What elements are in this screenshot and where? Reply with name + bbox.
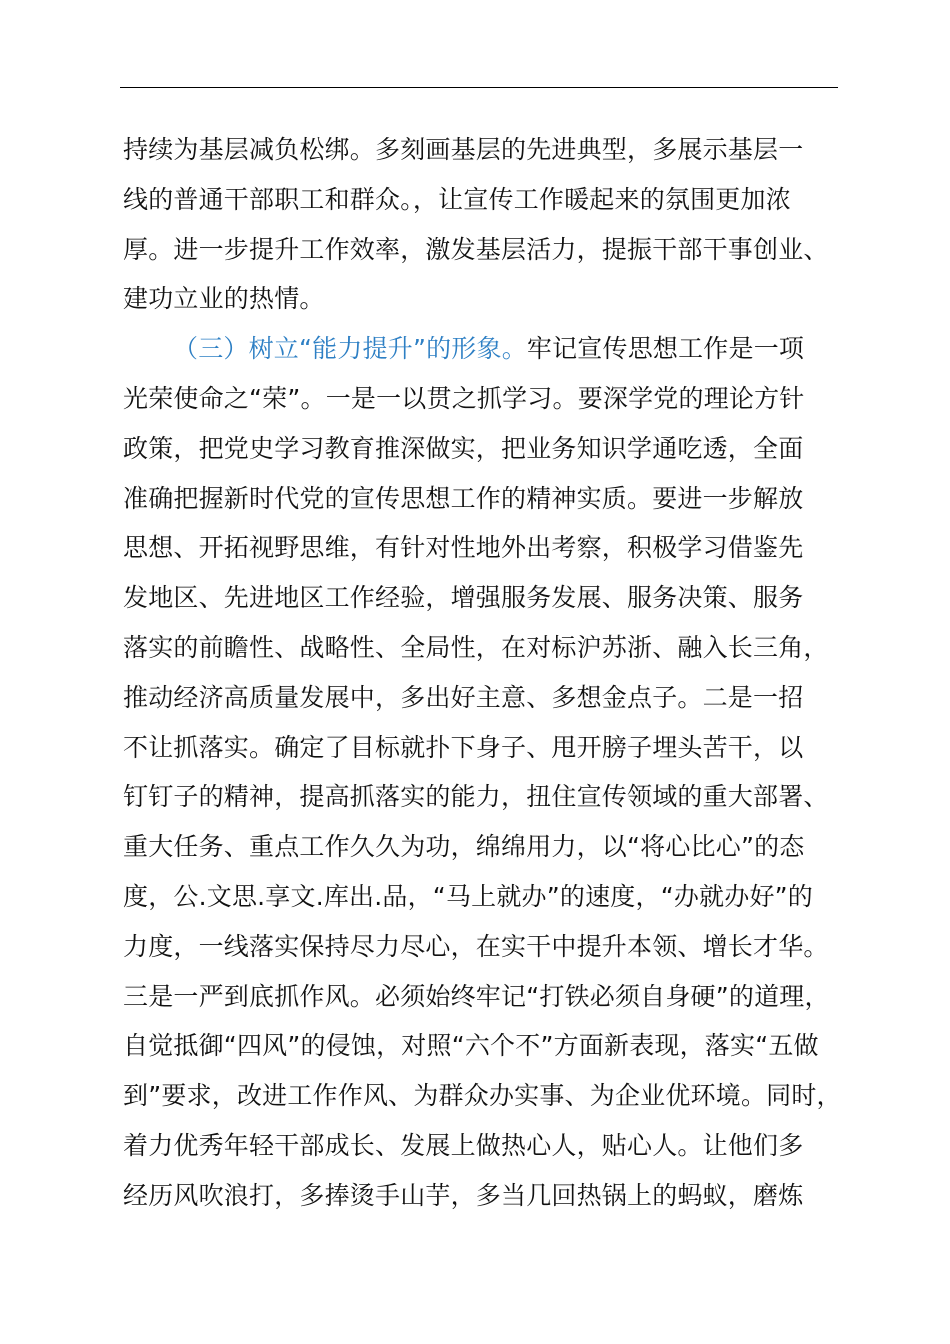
text-line: 政策，把党史学习教育推深做实，把业务知识学通吃透，全面 bbox=[123, 433, 804, 463]
text-line: 落实的前瞻性、战略性、全局性，在对标沪苏浙、融入长三角， bbox=[123, 632, 829, 662]
section-heading: （三）树立“能力提升”的形象。 bbox=[173, 334, 527, 364]
header-rule bbox=[120, 87, 838, 88]
text-line: 力度，一线落实保持尽力尽心，在实干中提升本领、增长才华。 bbox=[123, 931, 829, 961]
text-line: 到”要求，改进工作作风、为群众办实事、为企业优环境。同时， bbox=[123, 1081, 842, 1111]
text-line: 持续为基层减负松绑。多刻画基层的先进典型，多展示基层一 bbox=[123, 135, 804, 164]
text-line: 自觉抵御“四风”的侵蚀，对照“六个不”方面新表现，落实“五做 bbox=[123, 1031, 819, 1061]
text-line-rest: 牢记宣传思想工作是一项 bbox=[526, 334, 805, 364]
text-line: 不让抓落实。确定了目标就扑下身子、甩开膀子埋头苦干，以 bbox=[123, 732, 804, 762]
text-line: 线的普通干部职工和群众。，让宣传工作暖起来的氛围更加浓 bbox=[123, 184, 791, 214]
text-line: 发地区、先进地区工作经验，增强服务发展、服务决策、服务 bbox=[123, 583, 804, 613]
text-line: 着力优秀年轻干部成长、发展上做热心人，贴心人。让他们多 bbox=[123, 1130, 804, 1160]
text-line: 三是一严到底抓作风。必须始终牢记“打铁必须自身硬”的道理， bbox=[123, 981, 830, 1011]
text-line: 准确把握新时代党的宣传思想工作的精神实质。要进一步解放 bbox=[123, 483, 804, 513]
text-line: 经历风吹浪打，多捧烫手山芋，多当几回热锅上的蚂蚁，磨炼 bbox=[123, 1180, 804, 1210]
text-line: 思想、开拓视野思维，有针对性地外出考察，积极学习借鉴先 bbox=[123, 533, 804, 563]
section-heading-line bbox=[123, 324, 863, 374]
text-line: 钉钉子的精神，提高抓落实的能力，扭住宣传领域的重大部署、 bbox=[123, 782, 829, 812]
body-text bbox=[123, 125, 863, 1221]
text-line: 度，公.文思.享文.库出.品，“马上就办”的速度，“办就办好”的 bbox=[123, 881, 813, 911]
text-line: 推动经济高质量发展中，多出好主意、多想金点子。二是一招 bbox=[123, 682, 804, 712]
text-line: 光荣使命之“荣”。一是一以贯之抓学习。要深学党的理论方针 bbox=[123, 383, 805, 413]
text-line: 厚。进一步提升工作效率，激发基层活力，提振干部干事创业、 bbox=[123, 234, 829, 264]
text-line: 重大任务、重点工作久久为功，绵绵用力，以“将心比心”的态 bbox=[123, 832, 805, 862]
text-line: 建功立业的热情。 bbox=[123, 284, 325, 314]
